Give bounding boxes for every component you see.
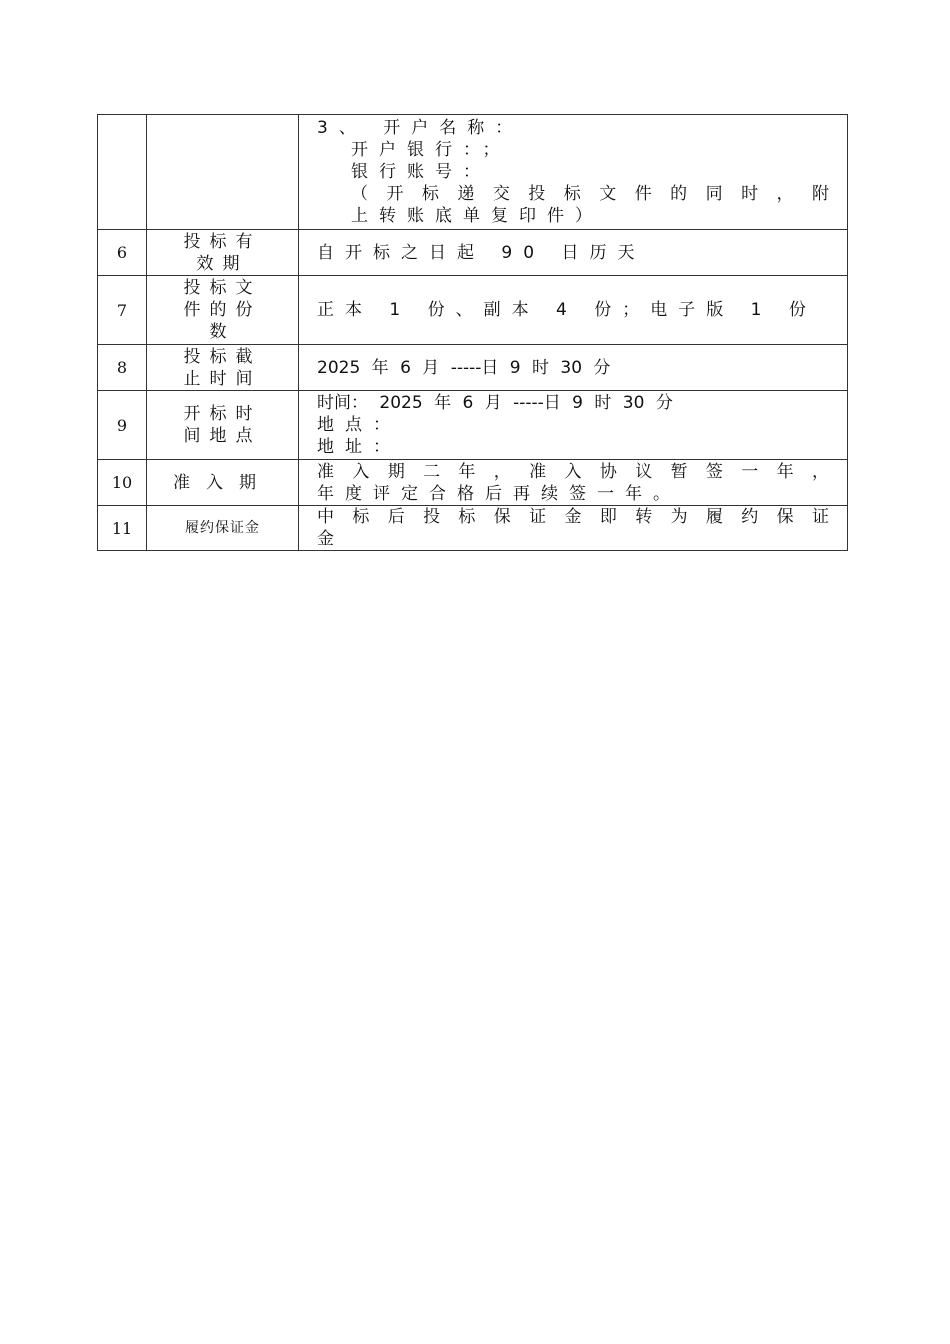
row-number-cell: 6 <box>98 230 147 276</box>
opening-place-line: 地点： <box>317 415 401 435</box>
opening-address-line: 地址： <box>317 437 401 457</box>
opening-content <box>299 391 848 460</box>
row-label-cell <box>147 460 299 506</box>
validity-content: 自开标之日起 90 日历天 <box>299 230 848 276</box>
label-line: 履约保证金 <box>185 520 260 536</box>
row-number-cell <box>98 115 147 230</box>
transfer-note-line: （开标递交投标文件的同时，附 <box>351 184 829 204</box>
label-line: 投标有 <box>183 231 262 252</box>
row-label-cell <box>147 506 299 551</box>
performance-bond-content <box>299 506 848 551</box>
admission-line-1: 准入期二年，准入协议暂签一年， <box>317 461 829 482</box>
row-number-cell: 7 <box>98 276 147 345</box>
table-row-copies <box>98 276 848 345</box>
label-line: 投标截 <box>183 346 262 367</box>
tender-info-table <box>97 114 848 551</box>
label-line: 数 <box>209 322 236 342</box>
admission-line-2: 年度评定合格后再续签一年。 <box>317 483 681 504</box>
label-line: 投标文 <box>183 278 262 298</box>
label-line: 件的份 <box>183 300 262 320</box>
opening-time-line: 时间： 2025 年 6 月 -----日 9 时 30 分 <box>317 393 673 413</box>
label-line: 间地点 <box>183 426 262 446</box>
row-label-cell <box>147 345 299 391</box>
bond-line-2: 金 <box>317 529 334 549</box>
account-name-line: 3、 开户名称： <box>317 118 524 138</box>
label-line: 止时间 <box>183 368 262 389</box>
table-row-opening <box>98 391 848 460</box>
admission-content <box>299 460 848 506</box>
row-number-cell: 10 <box>98 460 147 506</box>
table-row-deadline <box>98 345 848 391</box>
row-label-cell <box>147 230 299 276</box>
table-row-validity <box>98 230 848 276</box>
label-line: 准入期 <box>173 472 272 493</box>
copies-content: 正本 1 份、副本 4 份；电子版 1 份 <box>299 276 848 345</box>
bond-line-1: 中标后投标保证金即转为履约保证 <box>317 507 829 527</box>
row-label-cell <box>147 276 299 345</box>
label-line: 开标时 <box>183 404 262 424</box>
table-row-admission <box>98 460 848 506</box>
bank-details-content <box>299 115 848 230</box>
table-row-performance-bond <box>98 506 848 551</box>
table-row-bank-details <box>98 115 848 230</box>
row-number-cell: 8 <box>98 345 147 391</box>
row-number-cell: 9 <box>98 391 147 460</box>
deadline-content: 2025 年 6 月 -----日 9 时 30 分 <box>299 345 848 391</box>
row-label-cell <box>147 391 299 460</box>
label-line: 效期 <box>196 253 249 274</box>
bank-account-line: 银行账号： <box>351 162 491 182</box>
row-number-cell: 11 <box>98 506 147 551</box>
bank-name-line: 开户银行：； <box>351 140 511 160</box>
transfer-note-line-2: 上转账底单复印件） <box>351 206 603 226</box>
row-label-cell <box>147 115 299 230</box>
